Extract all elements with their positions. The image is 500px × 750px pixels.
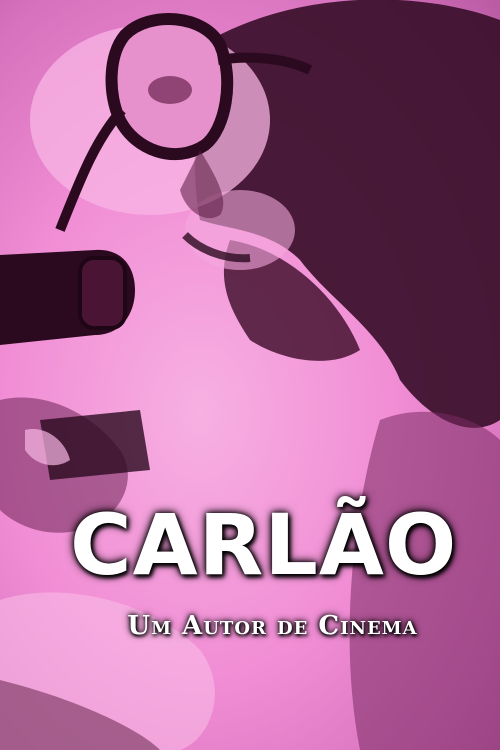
title-block [0,495,500,643]
eye [148,76,192,104]
microphone-grille [80,258,125,328]
poster-title: CARLÃO [70,496,458,594]
poster-subtitle: Um Autor de Cinema [127,611,418,641]
